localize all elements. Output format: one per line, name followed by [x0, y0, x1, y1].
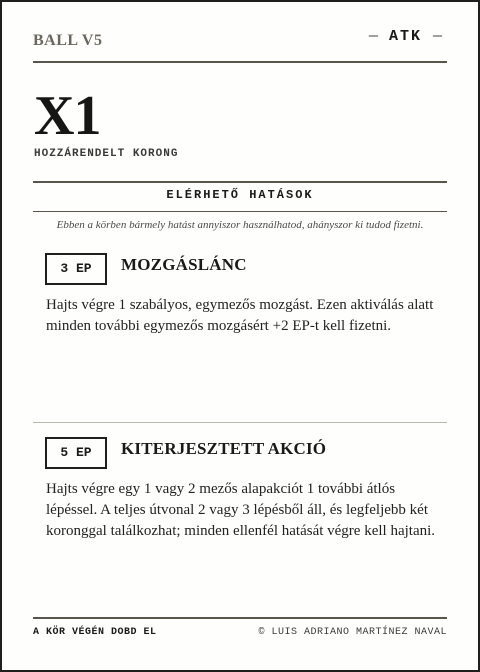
section-top-rule — [33, 181, 447, 183]
effect-cost-box: 3 EP — [45, 253, 107, 285]
effect-description: Hajts végre egy 1 vagy 2 mezős alapakciót 1 további átlós lépéssel. A teljes útvonal 2 vagy 3 lépésből áll, és legfeljebb két koronggal találkozhat; minden ellenfél hatását végre kell hajtani. — [46, 481, 436, 539]
effect-name: KITERJESZTETT AKCIÓ — [121, 439, 327, 458]
card-type-text: ATK — [388, 28, 422, 45]
effect-divider — [33, 422, 447, 423]
card-type-label — [369, 28, 442, 45]
set-label: BALL V5 — [33, 32, 103, 49]
effect-name: MOZGÁSLÁNC — [121, 255, 247, 274]
section-bottom-rule — [33, 211, 447, 212]
effect-cost-box: 5 EP — [45, 437, 107, 469]
card-code: X1 — [34, 85, 101, 147]
header-rule — [33, 61, 447, 63]
dash-left: — — [368, 28, 378, 45]
section-note: Ebben a körben bármely hatást annyiszor használhatod, ahányszor ki tudod fizetni. — [56, 219, 424, 231]
effect-description: Hajts végre 1 szabályos, egymezős mozgást. Ezen aktiválás alatt minden további egymezős mozgásért +2 EP-t kell fizetni. — [46, 297, 434, 334]
card-subtitle: HOZZÁRENDELT KORONG — [34, 148, 179, 160]
dash-right: — — [432, 28, 442, 45]
footer-discard-note: A KÖR VÉGÉN DOBD EL — [33, 627, 157, 638]
footer-copyright: © LUIS ADRIANO MARTÍNEZ NAVAL — [258, 627, 447, 638]
section-title: ELÉRHETŐ HATÁSOK — [166, 188, 314, 202]
footer-rule — [33, 617, 447, 619]
